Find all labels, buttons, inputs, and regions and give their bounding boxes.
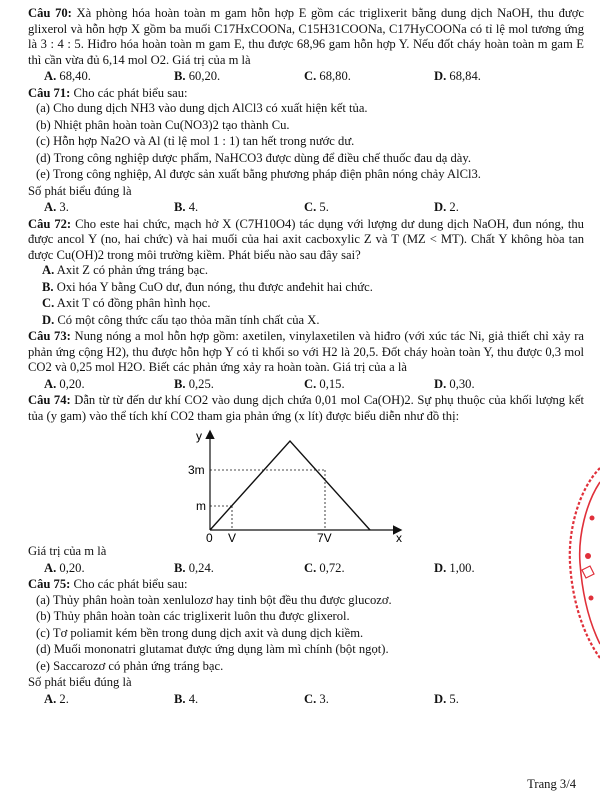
statement: (e) Saccarozơ có phản ứng tráng bạc. [36,658,224,673]
option-b[interactable]: B. 4. [174,691,199,706]
question-label: Câu 75: [28,577,71,591]
question-label: Câu 73: [28,329,71,343]
option-d[interactable]: D. 2. [434,200,459,214]
exam-page [28,6,584,708]
statement: (b) Nhiệt phân hoàn toàn Cu(NO3)2 tạo thành Cu. [36,117,290,132]
question-ask: Số phát biểu đúng là [28,675,132,689]
question-71 [28,86,584,102]
option-d[interactable]: D. 5. [434,691,459,706]
option-c[interactable]: C. Axit T có đồng phân hình học. [42,296,211,310]
statement: (b) Thủy phân hoàn toàn các triglixerit luôn thu được glixerol. [36,609,350,623]
option-c[interactable]: C. 0,72. [304,560,345,575]
page-number: Trang 3/4 [527,776,576,791]
option-c[interactable]: C. 5. [304,200,329,214]
precipitate-graph [148,426,448,544]
question-74 [28,393,584,424]
statement: (e) Trong công nghiệp, Al được sản xuất bằng phương pháp điện phân nóng chảy AlCl3. [36,167,481,181]
label-m: m [196,499,206,513]
label-3m: 3m [188,463,205,477]
option-d[interactable]: D. 68,84. [434,69,481,83]
label-v: V [228,531,237,544]
option-b[interactable]: B. 0,24. [174,560,214,575]
question-label: Câu 72: [28,216,72,231]
option-a[interactable]: A. 0,20. [44,376,85,391]
question-72 [28,217,584,264]
question-73 [28,329,584,376]
options-71 [44,200,584,216]
option-c[interactable]: C. 3. [304,691,329,706]
question-text: Cho các phát biểu sau: [73,85,188,100]
option-a[interactable]: A. 3. [44,200,69,214]
option-d[interactable]: D. Có một công thức cấu tạo thỏa mãn tính chất của X. [42,312,320,327]
option-b[interactable]: B. 60,20. [174,69,221,83]
option-a[interactable]: A. Axit Z có phản ứng tráng bạc. [42,263,208,277]
statement: (c) Hỗn hợp Na2O và Al (tỉ lệ mol 1 : 1) tan hết trong nước dư. [36,134,355,148]
statement: (a) Cho dung dịch NH3 vào dung dịch AlCl3 có xuất hiện kết tủa. [36,101,368,115]
option-b[interactable]: B. 0,25. [174,376,214,391]
options-75 [44,692,584,708]
graph-svg [148,426,448,544]
y-axis-label: y [196,429,202,443]
label-origin: 0 [206,531,213,544]
stamp-icon [560,458,600,668]
x-axis-label: x [396,531,402,544]
question-75 [28,577,584,593]
option-d[interactable]: D. 0,30. [434,376,475,391]
option-d[interactable]: D. 1,00. [434,560,475,575]
option-b[interactable]: B. Oxi hóa Y bằng CuO dư, đun nóng, thu được anđehit hai chức. [42,279,373,294]
option-a[interactable]: A. 0,20. [44,560,85,575]
question-ask: Số phát biểu đúng là [28,183,132,198]
question-70 [28,6,584,68]
option-c[interactable]: C. 0,15. [304,376,345,391]
statement: (d) Muối mononatri glutamat được ứng dụng làm mì chính (bột ngọt). [36,642,389,656]
statement: (c) Tơ poliamit kém bền trong dung dịch axit và dung dịch kiềm. [36,625,364,640]
question-label: Câu 71: [28,85,71,100]
question-text: Cho các phát biểu sau: [73,577,188,591]
statement: (a) Thủy phân hoàn toàn xenlulozơ hay tinh bột đều thu được glucozơ. [36,592,392,607]
precipitate-curve [210,441,370,530]
question-text: Cho este hai chức, mạch hở X (C7H10O4) tác dụng với lượng dư dung dịch NaOH, đun nóng, thu được ancol Y (no, hai chức) và hai muối của hai axit cacboxylic Z và T (MZ < MT). Chất Y không hòa tan được Cu(OH)2 trong môi trường kiềm. Phát biểu nào sau đây sai? [28,216,584,262]
option-c[interactable]: C. 68,80. [304,69,351,83]
label-7v: 7V [317,531,332,544]
question-label: Câu 70: [28,6,72,20]
option-a[interactable]: A. 2. [44,691,69,706]
options-70 [44,69,584,85]
statement: (d) Trong công nghiệp dược phẩm, NaHCO3 được dùng để điều chế thuốc đau dạ dày. [36,150,472,165]
question-label: Câu 74: [28,393,71,407]
options-73 [44,377,584,393]
question-text: Nung nóng a mol hỗn hợp gồm: axetilen, vinylaxetilen và hiđro (với xúc tác Ni, giả thiết chỉ xảy ra phản ứng cộng H2), thu được hỗn hợp Y có tỉ khối so với H2 là 20,5. Đốt cháy hoàn toàn Y, thu được 0,3 mol CO2 và 0,25 mol H2O. Biết các phản ứng xảy ra hoàn toàn. Giá trị của a là [28,329,584,374]
question-text: Dẫn từ từ đến dư khí CO2 vào dung dịch chứa 0,01 mol Ca(OH)2. Sự phụ thuộc của khối lượng kết tủa (y gam) vào thể tích khí CO2 tham gia phản ứng (x lít) được biểu diễn như đồ thị: [28,393,584,423]
option-b[interactable]: B. 4. [174,200,199,214]
options-74 [44,561,584,577]
option-a[interactable]: A. 68,40. [44,69,91,83]
question-ask: Giá trị của m là [28,544,107,558]
question-text: Xà phòng hóa hoàn toàn m gam hỗn hợp E gồm các triglixerit bằng dung dịch NaOH, thu được glixerol và hỗn hợp X gồm ba muối C17HxCOONa, C15H31COONa, C17HyCOONa có tỉ lệ mol tương ứng là 3 : 4 : 5. Hiđro hóa hoàn toàn m gam E, thu được 68,96 gam hỗn hợp Y. Nếu đốt cháy hoàn toàn m gam E thì cần vừa đủ 6,14 mol O2. Giá trị của m là [28,6,584,67]
